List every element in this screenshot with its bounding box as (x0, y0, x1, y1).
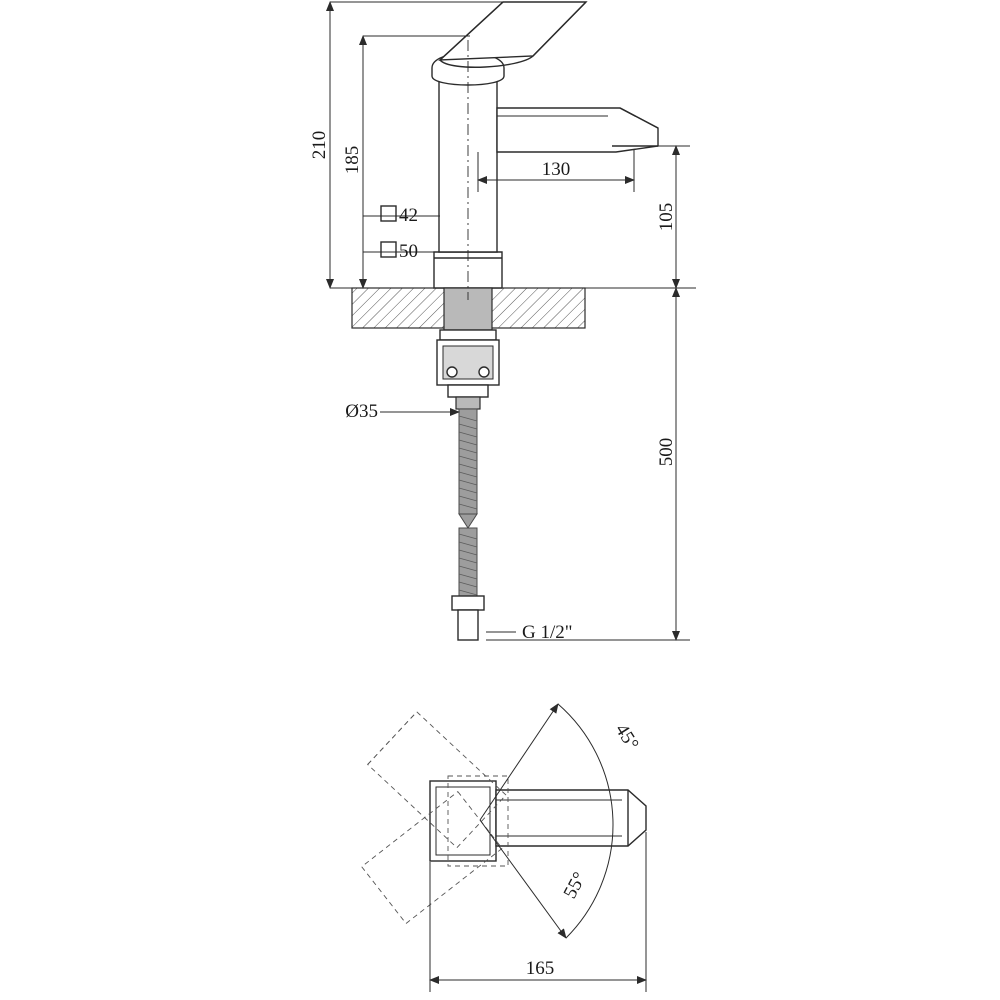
dim-label-42: 42 (399, 205, 418, 226)
dim-label-130: 130 (541, 159, 571, 180)
faucet-body (432, 2, 658, 288)
dim-label-45deg: 45° (610, 720, 643, 754)
dim-label-185: 185 (342, 145, 363, 175)
dim-label-55deg: 55° (559, 868, 591, 903)
dim-label-165: 165 (525, 958, 555, 979)
dim-label-thread: G 1/2" (522, 622, 573, 643)
dim-label-50: 50 (399, 241, 418, 262)
mounting-assembly (437, 288, 499, 409)
dim-label-500: 500 (656, 437, 677, 467)
dimension-500 (486, 288, 696, 640)
dimension-50 (363, 241, 436, 262)
dim-label-d35: Ø35 (345, 401, 378, 422)
dimension-130 (478, 150, 634, 192)
front-elevation-view (309, 2, 696, 643)
dimension-42 (363, 205, 440, 226)
dimension-105 (656, 146, 690, 288)
plan-body (430, 781, 646, 861)
flexible-hose (452, 409, 484, 640)
top-plan-view (362, 704, 646, 992)
dim-label-210: 210 (309, 130, 330, 160)
dimension-d35 (345, 401, 459, 422)
dim-label-105: 105 (656, 202, 677, 232)
